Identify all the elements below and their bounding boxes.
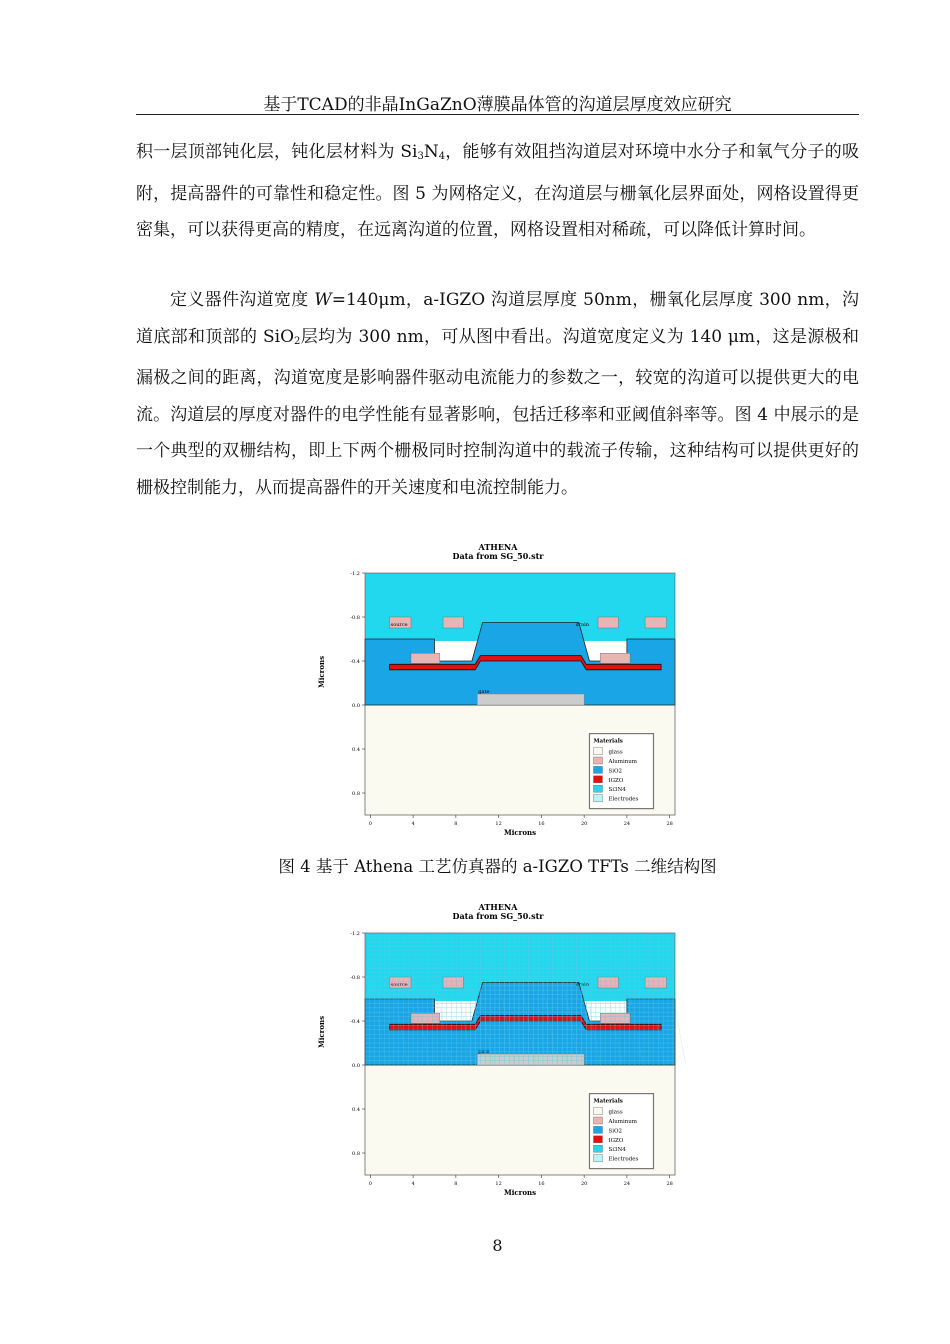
page-number: 8 (492, 1236, 503, 1255)
x-tick-label: 4 (411, 1181, 415, 1187)
y-tick-label: -0.8 (350, 615, 360, 621)
source-label: source (390, 981, 408, 988)
x-tick-label: 20 (580, 821, 588, 827)
electrode-pad-top-3 (645, 617, 666, 628)
legend-swatch-aluminum (593, 1117, 602, 1124)
device-structure-figure (308, 540, 688, 840)
source-label: source (390, 621, 408, 628)
legend-label-glass: glass (608, 749, 623, 756)
y-tick-label: 0.8 (352, 791, 360, 797)
legend-label-igzo: IGZO (608, 777, 624, 784)
y-tick-label: 0.4 (352, 747, 360, 753)
drain-label: drain (575, 981, 589, 988)
x-tick-label: 0 (368, 1181, 372, 1187)
mesh-definition-figure (308, 900, 688, 1200)
running-header: 基于TCAD的非晶InGaZnO薄膜晶体管的沟道层厚度效应研究 (263, 95, 732, 115)
figure-subtitle: Data from SG_50.str (452, 551, 544, 561)
y-tick-label: -1.2 (350, 931, 360, 937)
legend-swatch-aluminum (593, 757, 602, 764)
legend-label-igzo: IGZO (608, 1137, 624, 1144)
x-tick-label: 8 (454, 1181, 458, 1187)
x-tick-label: 20 (580, 1181, 588, 1187)
legend-label-sio2: SiO2 (608, 1128, 623, 1135)
gate-label: gate (478, 688, 490, 695)
legend-swatch-igzo (593, 776, 602, 783)
electrode-pad-top-1 (443, 617, 463, 628)
paragraph-1: 积一层顶部钝化层，钝化层材料为 $Si_3N_4$，能够有效阻挡沟道层对环境中水分子和氧气分子的吸附，提高器件的可靠性和稳定性。图 5 为网格定义，在沟道层与栅氧化层界面处，网格设置得更密集，可以获得更高的精度，在远离沟道的位置，网格设置相对稀疏，可以降低计算时间。 (136, 142, 859, 240)
y-tick-label: -0.8 (350, 975, 360, 981)
x-axis-label: Microns (503, 1188, 537, 1197)
legend-swatch-sio2 (593, 1126, 602, 1133)
legend-label-aluminum: Aluminum (608, 759, 638, 765)
legend-swatch-igzo (593, 1136, 602, 1143)
y-tick-label: -1.2 (350, 571, 360, 577)
electrode-pad-bottom-1 (600, 653, 630, 663)
paragraph-2: 定义器件沟道宽度 W=140μm，a-IGZO 沟道层厚度 50nm，栅氧化层厚度 300 nm，沟道底部和顶部的 SiO$_2$层均为 300 nm，可从图中看出。沟道宽度定义为 140 μm，这是源极和漏极之间的距离，沟道宽度是影响器件驱动电流能力的参数之一，较宽的沟道可以提供更大的电流。沟道层的厚度对器件的电学性能有显著影响，包括迁移率和亚阈值斜率等。图 4 中展示的是一个典型的双栅结构，即上下两个栅极同时控制沟道中的载流子传输，这种结构可以提供更好的栅极控制能力，从而提高器件的开关速度和电流控制能力。 (136, 290, 859, 498)
figure-caption: 图 4 基于 Athena 工艺仿真器的 a-IGZO TFTs 二维结构图 (278, 857, 717, 876)
gate-label: gate (478, 1048, 490, 1055)
electrode-pad-top-2 (598, 617, 618, 628)
figure-title: ATHENA (478, 542, 518, 552)
electrode-pad-top-2 (598, 977, 618, 988)
y-tick-label: 0.8 (352, 1151, 360, 1157)
electrode-pad-bottom-0 (411, 1013, 440, 1023)
x-tick-label: 28 (666, 1181, 673, 1187)
legend-swatch-sio2 (593, 766, 602, 773)
x-tick-label: 24 (623, 1181, 631, 1187)
legend-swatch-glass (593, 748, 602, 755)
legend-swatch-glass (593, 1108, 602, 1115)
legend-label-sio2: SiO2 (608, 768, 623, 775)
bottom-gate (477, 1054, 584, 1065)
legend-swatch-si3n4 (593, 785, 602, 792)
legend-swatch-electrodes (593, 795, 602, 802)
x-tick-label: 4 (411, 821, 415, 827)
x-tick-label: 24 (623, 821, 631, 827)
electrode-pad-top-1 (443, 977, 463, 988)
y-axis-label: Microns (317, 1015, 326, 1049)
header-rule (136, 114, 859, 115)
legend-title: Materials (593, 738, 623, 745)
legend-label-aluminum: Aluminum (608, 1119, 638, 1125)
figure-subtitle: Data from SG_50.str (452, 911, 544, 921)
legend-swatch-si3n4 (593, 1145, 602, 1152)
bottom-gate (477, 694, 584, 705)
legend-title: Materials (593, 1098, 623, 1105)
x-tick-label: 0 (368, 821, 372, 827)
legend-label-electrodes: Electrodes (608, 1156, 639, 1163)
y-tick-label: -0.4 (350, 1019, 360, 1025)
legend-label-si3n4: Si3N4 (608, 787, 626, 794)
x-tick-label: 8 (454, 821, 458, 827)
x-tick-label: 12 (495, 821, 502, 827)
figure-title: ATHENA (478, 902, 518, 912)
x-tick-label: 16 (538, 1181, 545, 1187)
legend-swatch-electrodes (593, 1155, 602, 1162)
y-tick-label: 0.0 (352, 703, 360, 709)
x-tick-label: 16 (538, 821, 545, 827)
electrode-pad-bottom-0 (411, 653, 440, 663)
drain-label: drain (575, 621, 589, 628)
y-tick-label: 0.0 (352, 1063, 360, 1069)
x-axis-label: Microns (503, 828, 537, 837)
y-tick-label: -0.4 (350, 659, 360, 665)
legend-label-si3n4: Si3N4 (608, 1147, 626, 1154)
x-tick-label: 28 (666, 821, 673, 827)
x-tick-label: 12 (495, 1181, 502, 1187)
y-axis-label: Microns (317, 655, 326, 689)
legend-label-electrodes: Electrodes (608, 796, 639, 803)
legend-label-glass: glass (608, 1109, 623, 1116)
y-tick-label: 0.4 (352, 1107, 360, 1113)
